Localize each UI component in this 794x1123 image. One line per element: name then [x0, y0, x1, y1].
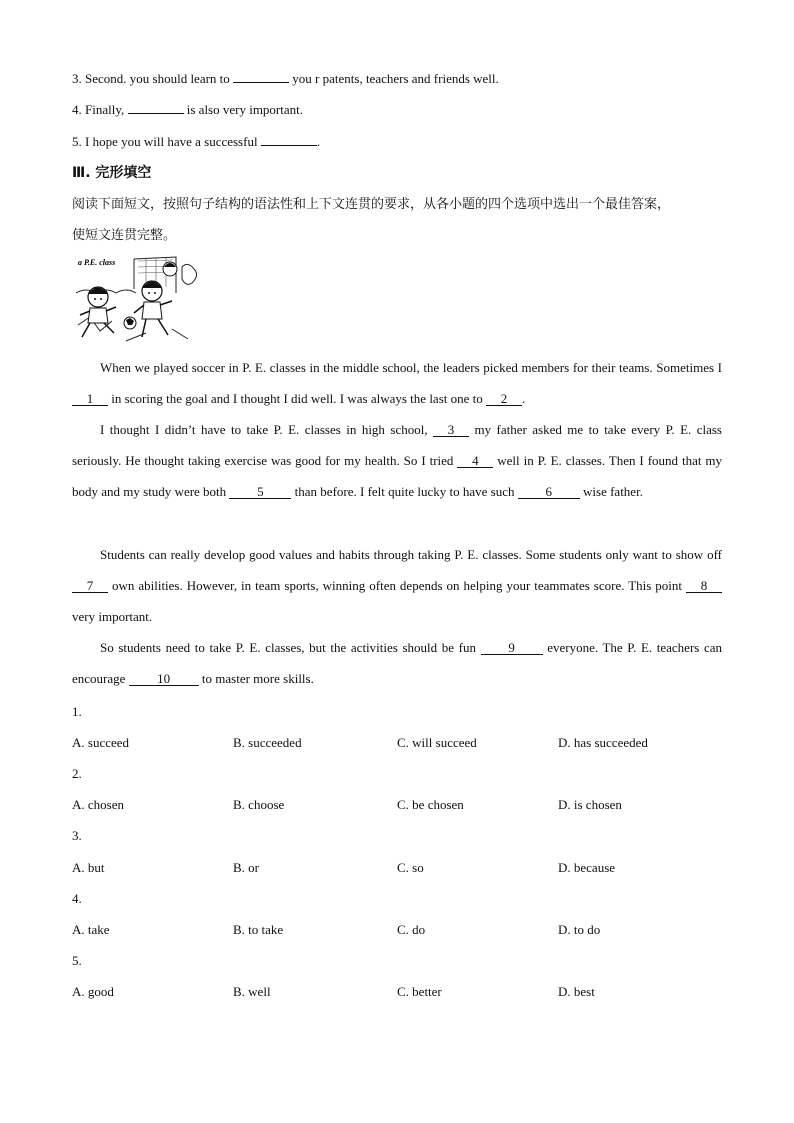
- exercise-line-4: [72, 100, 303, 118]
- option-d[interactable]: D. because: [558, 860, 616, 875]
- question-number: 3.: [72, 828, 82, 843]
- line-text: is also very important.: [183, 102, 304, 117]
- option-d[interactable]: D. has succeeded: [558, 735, 648, 750]
- option-b[interactable]: B. choose: [233, 797, 285, 812]
- option-d[interactable]: D. is chosen: [558, 797, 622, 812]
- illustration-caption: a P.E. class: [78, 258, 116, 267]
- question-number: 4.: [72, 891, 82, 906]
- cloze-blank: 7: [72, 579, 108, 593]
- option-d[interactable]: D. to do: [558, 922, 601, 937]
- line-text: .: [316, 134, 321, 149]
- passage-paragraph-2: I thought I didn’t have to take P. E. classes in high school, 3 my father asked me to take every P. E. class seriously. He thought taking exercise was good for my health. So I tried 4 well in P. E. classes. Then I found that my body and my study were both 5 than before. I felt quite lucky to have such 6 wise father.: [72, 422, 723, 499]
- pe-class-drawing: [76, 253, 202, 349]
- cloze-blank: 8: [686, 579, 722, 593]
- question-number: 5.: [72, 953, 82, 968]
- cloze-blank: 3: [433, 423, 469, 437]
- option-b[interactable]: B. to take: [233, 922, 284, 937]
- option-a[interactable]: A. but: [72, 860, 105, 875]
- option-c[interactable]: C. do: [397, 922, 426, 937]
- line-text: 4. Finally,: [72, 102, 128, 117]
- option-b[interactable]: B. or: [233, 860, 259, 875]
- line-text: 5. I hope you will have a successful: [72, 134, 261, 149]
- option-b[interactable]: B. well: [233, 984, 271, 999]
- line-text: 3. Second. you should learn to: [72, 71, 234, 86]
- option-a[interactable]: A. chosen: [72, 797, 124, 812]
- passage-paragraph-4: So students need to take P. E. classes, but the activities should be fun 9 everyone. The P. E. teachers can encourage 10 to master more skills.: [72, 640, 723, 686]
- section-title: Ⅲ. 完形填空: [72, 165, 152, 181]
- cloze-blank: 1: [72, 392, 108, 406]
- answer-blank: [233, 69, 289, 83]
- pe-class-illustration: [76, 253, 202, 349]
- cloze-blank: 5: [229, 485, 291, 499]
- passage-paragraph-3: Students can really develop good values and habits through taking P. E. classes. Some students only want to show off 7 own abilities. However, in team sports, winning often depends on helping your teammates score. This point 8 very important.: [72, 547, 722, 624]
- cloze-blank: 6: [518, 485, 580, 499]
- cloze-blank: 9: [481, 641, 543, 655]
- question-number: 2.: [72, 766, 82, 781]
- exercise-line-3: [72, 69, 499, 87]
- option-c[interactable]: C. will succeed: [397, 735, 477, 750]
- passage-paragraph-1: When we played soccer in P. E. classes in the middle school, the leaders picked members for their teams. Sometimes I 1 in scoring the goal and I thought I did well. I was always the last one to 2 .: [72, 352, 722, 414]
- option-b[interactable]: B. succeeded: [233, 735, 302, 750]
- cloze-blank: 10: [129, 672, 199, 686]
- cloze-blank: 4: [457, 454, 493, 468]
- instructions-line-1: 阅读下面短文，按照句子结构的语法性和上下文连贯的要求，从各小题的四个选项中选出一个最佳答案，: [72, 197, 671, 212]
- option-c[interactable]: C. be chosen: [397, 797, 464, 812]
- option-c[interactable]: C. so: [397, 860, 424, 875]
- option-a[interactable]: A. take: [72, 922, 110, 937]
- answer-blank: [128, 100, 184, 114]
- cloze-blank: 2: [486, 392, 522, 406]
- option-a[interactable]: A. succeed: [72, 735, 130, 750]
- instructions-line-2: 使短文连贯完整。: [72, 228, 177, 243]
- option-c[interactable]: C. better: [397, 984, 442, 999]
- exercise-line-5: [72, 132, 320, 150]
- answer-blank: [261, 132, 317, 146]
- line-text: you r patents, teachers and friends well.: [289, 71, 499, 86]
- option-a[interactable]: A. good: [72, 984, 114, 999]
- question-number: 1.: [72, 704, 82, 719]
- option-d[interactable]: D. best: [558, 984, 595, 999]
